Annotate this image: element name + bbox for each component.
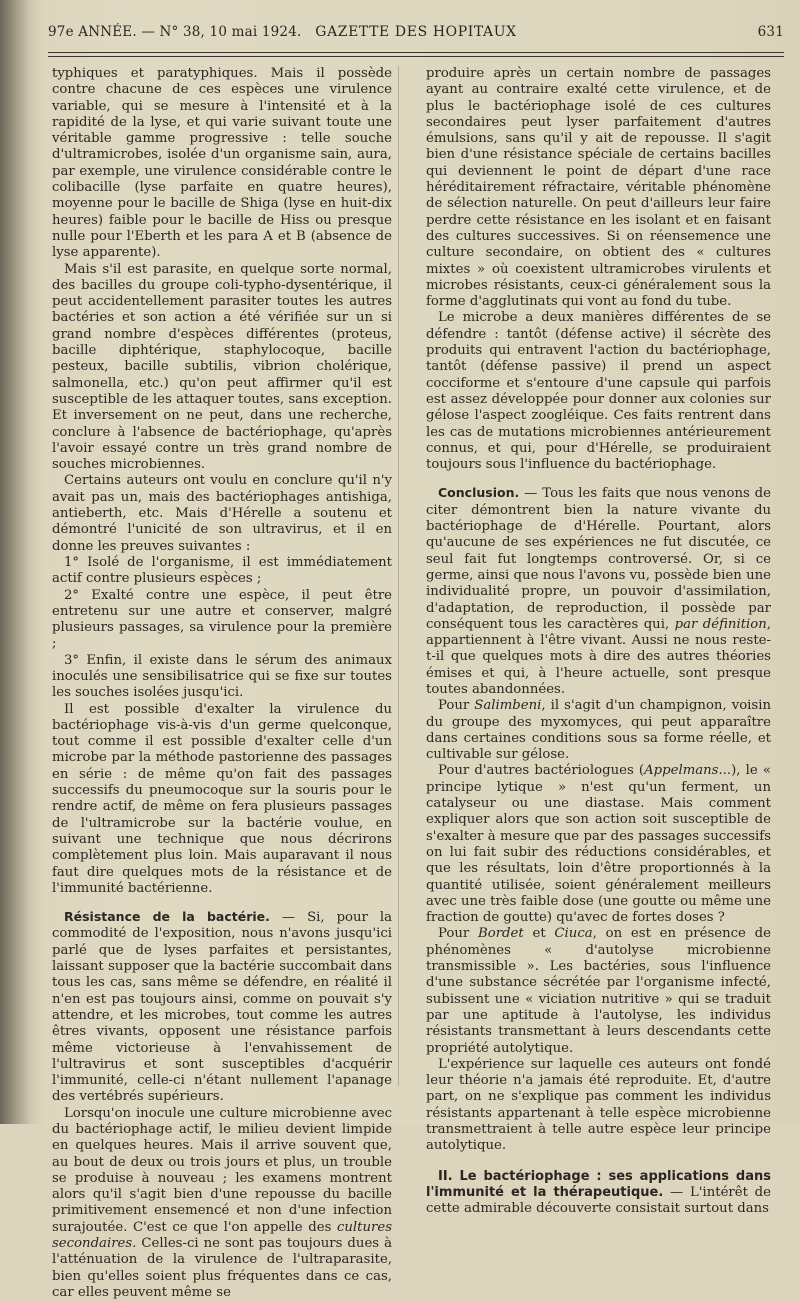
paragraph: Mais s'il est parasite, en quelque sorte normal, des bacilles du groupe coli-typho-dysentérique, il peut accidentellement parasiter toutes les autres bactéries et son action a été vérifiée sur un si grand nombre d'espèces différentes (proteus, bacille diphtérique, staphylocoque, bacille pesteux, bacille subtilis, vibrion cholérique, salmonella, etc.) qu'on peut affirmer qu'il est susceptible de les attaquer toutes, sans exception. Et inversement on ne peut, dans une recherche, conclure à l'absence de bactériophage, qu'après l'avoir essayé contre un très grand nombre de souches microbiennes. [52, 261, 392, 473]
list-item: 1° Isolé de l'organisme, il est immédiatement actif contre plusieurs espèces ; [52, 554, 392, 587]
paragraph: Pour Salimbeni, il s'agit d'un champignon, voisin du groupe des myxomyces, qui peut apparaître dans certaines conditions sous sa forme réelle, et cultivable sur gélose. [426, 698, 771, 763]
paragraph: produire après un certain nombre de passages ayant au contraire exalté cette virulence, et de plus le bactériophage isolé de ces cultures secondaires peut lyser parfaitement d'autres émulsions, sans qu'il y ait de repousse. Il s'agit bien d'une résistance spéciale de certains bacilles qui deviennent le point de départ d'une race héréditairement réfractaire, véritable phénomène de sélection naturelle. On peut d'ailleurs leur faire perdre cette résistance en les isolant et en faisant des cultures successives. Si on réensemence une culture secondaire, on obtient des « cultures mixtes » où coexistent ultramicrobes virulents et microbes résistants, ceux-ci généralement sous la forme d'agglutinats qui vont au fond du tube. [426, 66, 771, 310]
paragraph: Lorsqu'on inocule une culture microbienne avec du bactériophage actif, le milieu devient limpide en quelques heures. Mais il arrive souvent que, au bout de deux ou trois jours et plus, un trouble se produise à nouveau ; les examens montrent alors qu'il s'agit bien d'une repousse du bacille primitivement ensemencé et non d'une infection surajoutée. C'est ce que l'on appelle des cultures secondaires. Celles-ci ne sont pas toujours dues à l'atténuation de la virulence de l'ultraparasite, bien qu'elles soient plus fréquentes dans ce cas, car elles peuvent même se [52, 1105, 392, 1300]
list-item: 3° Enfin, il existe dans le sérum des animaux inoculés une sensibilisatrice qui se fixe sur toutes les souches isolées jusqu'ici. [52, 652, 392, 701]
running-header [48, 22, 784, 46]
section-heading: Résistance de la bactérie. [64, 909, 270, 925]
publication-title: GAZETTE DES HOPITAUX [315, 24, 517, 40]
italic-term: par définition [674, 616, 767, 632]
paragraph: typhiques et paratyphiques. Mais il possède contre chacune de ces espèces une virulence variable, qui se mesure à l'intensité et à la rapidité de la lyse, et qui varie suivant toute une véritable gamme progressive : telle souche d'ultramicrobes, isolée d'un organisme sain, aura, par exemple, une virulence considérable contre le colibacille (lyse parfaite en quatre heures), moyenne pour le bacille de Shiga (lyse en huit-dix heures) faible pour le bacille de Hiss ou presque nulle pour l'Eberth et les para A et B (absence de lyse apparente). [52, 66, 392, 261]
author-name: Ciuca [554, 926, 593, 942]
list-item: 2° Exalté contre une espèce, il peut être entretenu sur une autre et conserver, malgré plusieurs passages, sa virulence pour la première ; [52, 587, 392, 652]
author-name: Bordet [478, 926, 524, 942]
left-column [52, 66, 392, 1301]
section-paragraph: II. Le bactériophage : ses applications dans l'immunité et la thérapeutique. — L'intérêt de cette admirable découverte consistait surtout dans [426, 1168, 771, 1217]
right-column [426, 66, 771, 1217]
author-name: Salimbeni [474, 698, 542, 714]
page-number: 631 [757, 24, 784, 40]
issue-info: 97e ANNÉE. — N° 38, 10 mai 1924. [48, 24, 302, 40]
paragraph: L'expérience sur laquelle ces auteurs ont fondé leur théorie n'a jamais été reproduite. Et, d'autre part, on ne s'explique pas comment les individus résistants appartenant à telle espèce microbienne transmettraient à telle autre espèce leur principe autolytique. [426, 1056, 771, 1154]
paragraph: Le microbe a deux manières différentes de se défendre : tantôt (défense active) il sécrète des produits qui entravent l'action du bactériophage, tantôt (défense passive) il prend un aspect cocciforme et s'entoure d'une capsule qui parfois est assez développée pour donner aux colonies sur gélose l'aspect zoogléique. Ces faits rentrent dans les cas de mutations microbiennes antérieurement connus, et qui, pour d'Hérelle, se produiraient toujours sous l'influence du bactériophage. [426, 310, 771, 473]
section-heading: II. Le bactériophage : ses applications dans l'immunité et la thérapeutique. [426, 1168, 771, 1200]
paragraph: Il est possible d'exalter la virulence du bactériophage vis-à-vis d'un germe quelconque, tout comme il est possible d'exalter celle d'un microbe par la méthode pastorienne des passages en série : de même qu'on fait des passages successifs du pneumocoque sur la souris pour le rendre actif, de même on fera plusieurs passages de l'ultramicrobe sur la bactérie voulue, en suivant une technique que nous décrirons complètement plus loin. Mais auparavant il nous faut dire quelques mots de la résistance et de l'immunité bactérienne. [52, 701, 392, 896]
author-name: Appelmans... [644, 763, 732, 779]
paragraph: Certains auteurs ont voulu en conclure qu'il n'y avait pas un, mais des bactériophages antishiga, antieberth, etc. Mais d'Hérelle a soutenu et démontré l'unicité de son ultravirus, et il en donne les preuves suivantes : [52, 473, 392, 554]
section-paragraph: Résistance de la bactérie. — Si, pour la commodité de l'exposition, nous n'avons jusqu'ici parlé que de lyses parfaites et persistantes, laissant supposer que la bactérie succombait dans tous les cas, sans même se défendre, en réalité il n'en est pas toujours ainsi, comme on pouvait s'y attendre, et les microbes, tout comme les autres êtres vivants, opposent une résistance parfois même victorieuse à l'envahissement de l'ultravirus et sont susceptibles d'acquérir l'immunité, celle-ci n'étant nullement l'apanage des vertébrés supérieurs. [52, 909, 392, 1105]
header-rule-thin [48, 56, 784, 57]
header-rule [48, 52, 784, 53]
paragraph: Pour Bordet et Ciuca, on est en présence de phénomènes « d'autolyse microbienne transmissible ». Les bactéries, sous l'influence d'une substance sécrétée par l'organisme infecté, subissent une « viciation nutritive » qui se traduit par une aptitude à l'autolyse, les individus résistants transmettant à leurs descendants cette propriété autolytique. [426, 926, 771, 1056]
italic-term: cultures secondaires [52, 1219, 392, 1252]
paragraph: Pour d'autres bactériologues (Appelmans...), le « principe lytique » n'est qu'un ferment, un catalyseur ou une diastase. Mais comment expliquer alors que son action soit susceptible de s'exalter à mesure que par des passages successifs on lui fait subir des réductions considérables, et que les résultats, loin d'être proportionnés à la quantité utilisée, soient généralement meilleurs avec une très faible dose (une goutte ou même une fraction de goutte) qu'avec de fortes doses ? [426, 763, 771, 926]
section-heading: Conclusion. [438, 485, 520, 501]
column-divider [398, 66, 399, 1086]
section-paragraph: Conclusion. — Tous les faits que nous venons de citer démontrent bien la nature vivante du bactériophage de d'Hérelle. Pourtant, alors qu'aucune de ses expériences ne fut discutée, ce seul fait fut longtemps controversé. Or, si ce germe, ainsi que nous l'avons vu, possède bien une individualité propre, un pouvoir d'assimilation, d'adaptation, de reproduction, il possède par conséquent tous les caractères qui, par définition, appartiennent à l'être vivant. Aussi ne nous reste-t-il que quelques mots à dire des autres théories émises et qui, à l'heure actuelle, sont presque toutes abandonnées. [426, 485, 771, 697]
